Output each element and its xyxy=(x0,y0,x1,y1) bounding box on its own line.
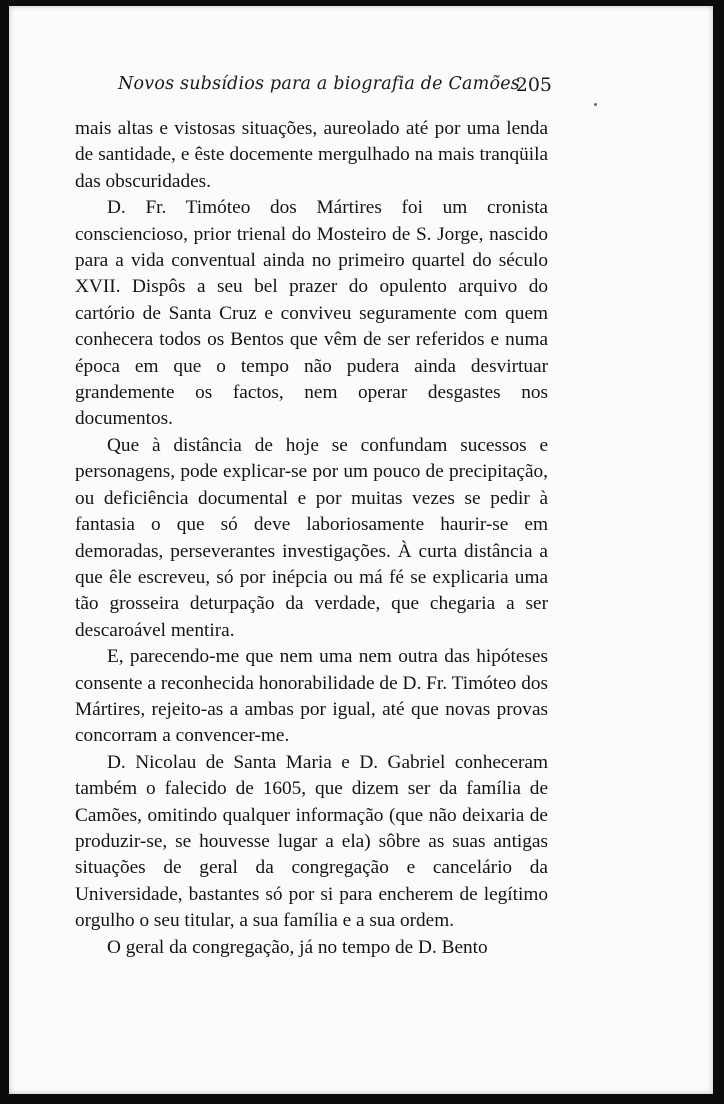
paragraph-6: O geral da congregação, já no tempo de D. Bento xyxy=(107,936,488,958)
paragraph-2: D. Fr. Timóteo dos Mártires foi um cronista consciencioso, prior trienal do Mosteiro de S. Jorge, nascido para a vida conventual ainda no primeiro quartel do século XVII. Dispôs a seu bel prazer do opulento arquivo do cartório de Santa Cruz e conviveu seguramente com quem conhecera todos os Bentos que vêm de ser referidos e numa época em que o tempo não pudera ainda desvirtuar grandemente os factos, nem operar desgastes nos documentos. xyxy=(75,197,548,430)
paragraph-1: mais altas e vistosas situações, aureolado até por uma lenda de santidade, e êste docemente mergulhado na mais tranqüila das obscuridades. xyxy=(75,118,548,192)
scan-speck xyxy=(594,103,597,106)
running-head xyxy=(118,68,552,104)
page-number: 205 xyxy=(515,74,552,96)
paragraph-3: Que à distância de hoje se confundam sucessos e personagens, pode explicar-se por um pouco de precipitação, ou deficiência documental e por muitas vezes se pedir à fantasia o que só deve laboriosamente haurir-se em demoradas, perseverantes investigações. À curta distância a que êle escreveu, só por inépcia ou má fé se explicaria uma tão grosseira deturpação da verdade, que chegaria a ser descaroável mentira. xyxy=(75,434,548,641)
paragraph-5: D. Nicolau de Santa Maria e D. Gabriel conheceram também o falecido de 1605, que dizem ser da família de Camões, omitindo qualquer informação (que não deixaria de produzir-se, se houvesse lugar a ela) sôbre as suas antigas situações de geral da congregação e cancelário da Universidade, bastantes só por si para encherem de legítimo orgulho o seu titular, a sua família e a sua ordem. xyxy=(75,751,548,932)
body-text xyxy=(75,116,548,961)
paragraph-4: E, parecendo-me que nem uma nem outra das hipóteses consente a reconhecida honorabilidade de D. Fr. Timóteo dos Mártires, rejeito-as a ambas por igual, até que novas provas concorram a convencer-me. xyxy=(75,646,548,747)
running-title: Novos subsídios para a biografia de Camões xyxy=(118,74,520,94)
